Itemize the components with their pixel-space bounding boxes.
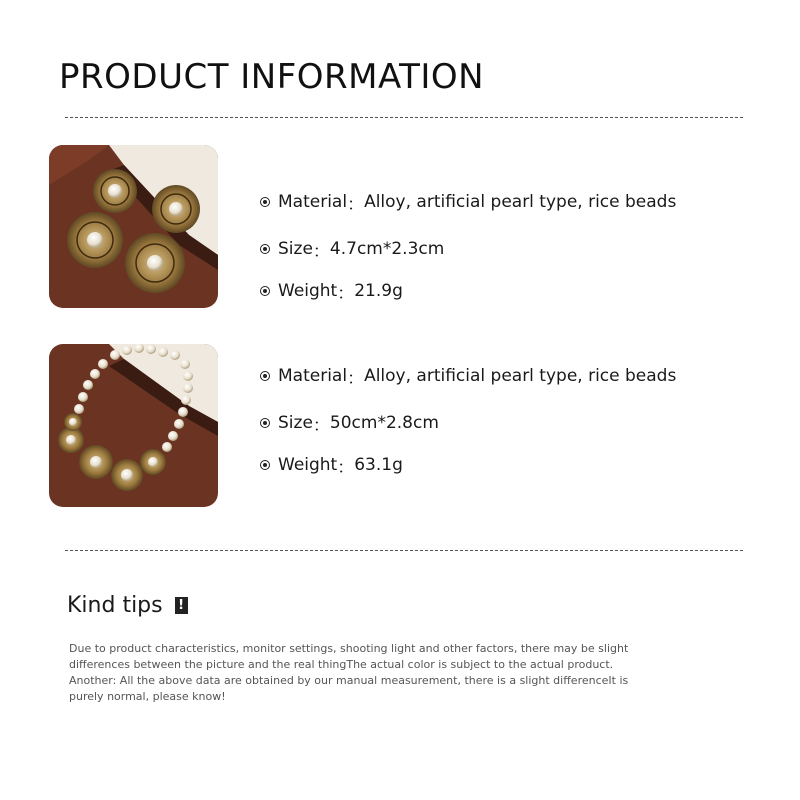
kind-tips-label: Kind tips [67, 592, 163, 618]
flower-earring-bottom-right [125, 233, 185, 293]
spec-separator: ： [347, 194, 365, 215]
spec-size [260, 237, 444, 261]
earrings-specs [260, 145, 740, 309]
spec-separator: ： [312, 415, 330, 436]
necklace-specs [260, 344, 740, 508]
page-title: PRODUCT INFORMATION [59, 57, 485, 97]
spec-label: Material [278, 192, 348, 212]
bullet-icon [260, 460, 270, 470]
product-necklace [49, 344, 749, 508]
spec-label: Weight [278, 281, 338, 301]
spec-material [260, 190, 676, 214]
spec-separator: ： [337, 457, 355, 478]
spec-size [260, 411, 439, 435]
dashed-divider-top [65, 117, 743, 118]
bullet-icon [260, 418, 270, 428]
tips-line: Due to product characteristics, monitor settings, shooting light and other factors, there may be slight [69, 642, 629, 655]
spec-separator: ： [312, 241, 330, 262]
spec-value: 21.9g [354, 281, 403, 301]
spec-separator: ： [347, 368, 365, 389]
exclamation-icon: ! [175, 597, 188, 614]
flower-earring-top-left [93, 169, 137, 213]
bullet-icon [260, 244, 270, 254]
spec-label: Weight [278, 455, 338, 475]
flower-earring-top-right [152, 185, 200, 233]
tips-line: purely normal, please know! [69, 690, 226, 703]
tips-line: differences between the picture and the real thingThe actual color is subject to the actual product. [69, 658, 614, 671]
bullet-icon [260, 371, 270, 381]
spec-value: 50cm*2.8cm [329, 413, 439, 433]
dashed-divider-bottom [65, 550, 743, 551]
earrings-photo [49, 145, 218, 308]
bullet-icon [260, 286, 270, 296]
spec-label: Size [278, 239, 313, 259]
product-earrings [49, 145, 749, 309]
kind-tips-body [69, 641, 639, 705]
spec-value: Alloy, artificial pearl type, rice beads [364, 366, 677, 386]
spec-weight [260, 453, 403, 477]
bullet-icon [260, 197, 270, 207]
spec-label: Size [278, 413, 313, 433]
spec-weight [260, 279, 403, 303]
spec-value: 63.1g [354, 455, 403, 475]
spec-material [260, 364, 676, 388]
spec-value: 4.7cm*2.3cm [329, 239, 445, 259]
spec-value: Alloy, artificial pearl type, rice beads [364, 192, 677, 212]
spec-separator: ： [337, 283, 355, 304]
necklace-photo [49, 344, 218, 507]
spec-label: Material [278, 366, 348, 386]
tips-line: Another: All the above data are obtained by our manual measurement, there is a slight differenceIt is [69, 674, 629, 687]
kind-tips-heading [67, 590, 188, 620]
flower-earring-bottom-left [67, 212, 123, 268]
